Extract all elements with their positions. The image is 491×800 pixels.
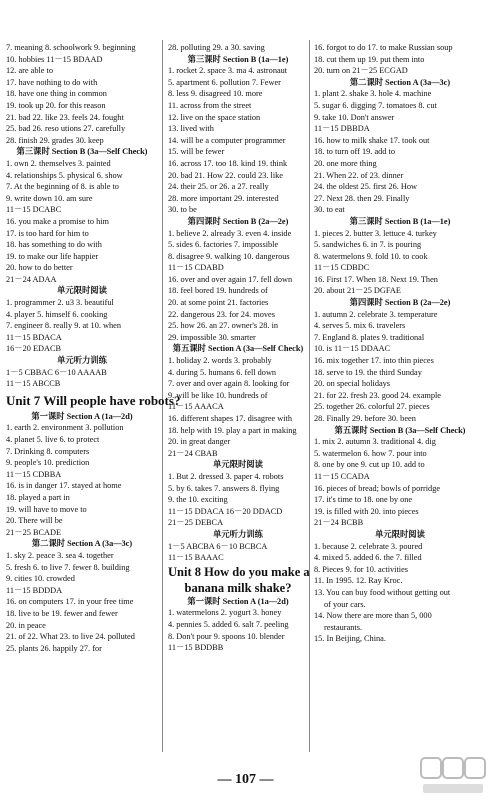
answer-line: 11－15 CDBBA: [6, 469, 62, 479]
section-heading: Unit 8 How do you make a: [168, 564, 310, 579]
answer-line: 16. is in danger 17. stayed at home: [6, 481, 122, 491]
answer-line: 5. sugar 6. digging 7. tomatoes 8. cut: [314, 100, 437, 110]
answer-line: 10. is 11－15 DDAAC: [314, 344, 391, 354]
answer-line: 22. dangerous 23. for 24. moves: [168, 309, 275, 319]
answer-line: 30. to eat: [314, 205, 345, 215]
section-heading: 单元限时阅读: [375, 529, 425, 539]
watermark-logo: [419, 756, 487, 796]
answer-line: 5. sandwiches 6. in 7. is pouring: [314, 240, 422, 250]
answer-line: 20. in great danger: [168, 437, 231, 447]
answer-line: 24. their 25. or 26. a 27. really: [168, 182, 269, 192]
answer-line: 10. hobbies 11－15 BDAAD: [6, 54, 103, 64]
answer-line: 15. In Beijing, China.: [314, 634, 386, 644]
answer-line: 17. have nothing to do with: [6, 77, 98, 87]
answer-line: 11－15 BDACA: [6, 332, 62, 342]
answer-line: 11－15 BDDBB: [168, 643, 224, 653]
answer-line: 21. for 22. fresh 23. good 24. example: [314, 390, 441, 400]
answer-line: 16. mix together 17. into thin pieces: [314, 356, 434, 366]
answer-line: 15. will be fewer: [168, 147, 225, 157]
answer-line: 11－15 CCADA: [314, 471, 370, 481]
answer-line: 21－24 CBAB: [168, 448, 218, 458]
answer-line: 5. watermelon 6. how 7. pour into: [314, 448, 427, 458]
section-heading: 第三课时 Section B (3a—Self Check): [16, 147, 148, 157]
answer-line: 28. finish 29. grades 30. keep: [6, 135, 104, 145]
answer-line: 18. feel bored 19. hundreds of: [168, 286, 268, 296]
answer-line: 11－15 AAACA: [168, 402, 224, 412]
answer-line: 9. the 10. exciting: [168, 495, 228, 505]
answer-line: 16. on computers 17. in your free time: [6, 597, 134, 607]
column-divider-right: [309, 40, 310, 752]
answer-line: 21. bad 22. like 23. feels 24. fought: [6, 112, 124, 122]
answer-line: 19. took up 20. for this reason: [6, 100, 106, 110]
answer-line: 18. played a part in: [6, 492, 70, 502]
section-heading: 第五课时 Section A (3a—Self Check): [172, 344, 304, 354]
answer-line: 16－20 EDACB: [6, 344, 62, 354]
answer-line: 8. Don't pour 9. spoons 10. blender: [168, 631, 285, 641]
answer-line: 9. cities 10. crowded: [6, 574, 75, 584]
answer-line: 16. First 17. When 18. Next 19. Then: [314, 274, 438, 284]
answer-line: 7. engineer 8. really 9. at 10. when: [6, 321, 121, 331]
answer-line: 8. less 9. disagreed 10. more: [168, 89, 263, 99]
answer-line: 1. pieces 2. butter 3. lettuce 4. turkey: [314, 228, 437, 238]
section-heading: 单元限时阅读: [57, 286, 107, 296]
page-number: — 107 —: [217, 772, 274, 787]
answer-line: 20. at some point 21. factories: [168, 298, 269, 308]
answer-line: 17. is too hard for him to: [6, 228, 89, 238]
answer-line: 11－15 BDDDA: [6, 585, 63, 595]
answer-line: 17. it's time to 18. one by one: [314, 495, 413, 505]
answer-line: 7. over and over again 8. looking for: [168, 379, 290, 389]
answer-line: 18. cut them up 19. put them into: [314, 54, 425, 64]
answer-line: 21－25 DEBCA: [168, 518, 224, 528]
answer-line: 4. player 5. himself 6. cooking: [6, 309, 108, 319]
answer-line: 11－15 CDABD: [168, 263, 224, 273]
answer-line: 1－5 CBBAC 6－10 AAAAB: [6, 367, 107, 377]
answer-line: 20. one more thing: [314, 158, 377, 168]
answer-line: 1. But 2. dressed 3. paper 4. robots: [168, 471, 284, 481]
answer-line: 18. serve to 19. the third Sunday: [314, 367, 422, 377]
answer-line: 1. because 2. celebrate 3. poured: [314, 541, 423, 551]
answer-line: 20. about 21－25 DGFAE: [314, 286, 401, 296]
answer-line: 4. relationships 5. physical 6. show: [6, 170, 123, 180]
answer-line: 16. forgot to do 17. to make Russian soup: [314, 43, 453, 52]
answer-line: 20. in peace: [6, 620, 46, 630]
answer-line: 20. on special holidays: [314, 379, 391, 389]
answer-line: 20. bad 21. How 22. could 23. like: [168, 170, 283, 180]
answer-line: 18. to turn off 19. add to: [314, 147, 395, 157]
answer-line: 1. watermelons 2. yogurt 3. honey: [168, 608, 282, 618]
answer-line: 1. mix 2. autumn 3. traditional 4. dig: [314, 437, 436, 447]
section-heading: 第五课时 Section B (3a—Self Check): [334, 425, 466, 435]
answer-line: 19. is filled with 20. into pieces: [314, 506, 419, 516]
answer-line: 7. Drinking 8. computers: [6, 446, 90, 456]
answer-line: 14. will be a computer programmer: [168, 135, 286, 145]
answer-line: 1. autumn 2. celebrate 3. temperature: [314, 309, 438, 319]
answer-line: 21－24 BCBB: [314, 518, 364, 528]
answer-line: 18. live to be 19. fewer and fewer: [6, 608, 118, 618]
section-heading: 单元听力训练: [57, 356, 107, 366]
answer-line: 1. holiday 2. words 3. probably: [168, 356, 272, 366]
answer-line: 16. different shapes 17. disagree with: [168, 414, 293, 423]
answer-line: 25. bad 26. reso utions 27. carefully: [6, 124, 126, 134]
answer-line: 16. you make a promise to him: [6, 216, 110, 226]
answer-line: 12. are able to: [6, 66, 53, 76]
answer-line: 13. You can buy food without getting out: [314, 587, 451, 597]
answer-line: 29. impossible 30. smarter: [168, 332, 256, 342]
answer-line: 9. will be like 10. hundreds of: [168, 390, 268, 400]
answer-line: 18. have one thing in common: [6, 89, 107, 99]
answer-line: 1. sky 2. peace 3. sea 4. together: [6, 550, 114, 560]
section-heading: 第三课时 Section B (1a—1e): [187, 54, 289, 64]
answer-line: 7. At the beginning of 8. is able to: [6, 182, 119, 192]
answer-line: 21－25 BCADE: [6, 527, 62, 537]
answer-line: 20. how to do better: [6, 263, 73, 273]
answer-line: 27. Next 28. then 29. Finally: [314, 193, 410, 203]
answer-line: 9. write down 10. am sure: [6, 193, 93, 203]
answer-line: 25. together 26. colorful 27. pieces: [314, 402, 430, 412]
answer-line: 21. of 22. What 23. to live 24. polluted: [6, 632, 135, 642]
answer-line: 1. rocket 2. space 3. ma 4. astronaut: [168, 66, 288, 76]
answer-line: 7. England 8. plates 9. traditional: [314, 332, 425, 342]
answer-line: 16. across 17. too 18. kind 19. think: [168, 158, 288, 168]
answer-line: 18. help with 19. play a part in making: [168, 425, 297, 435]
answer-line: 1. own 2. themselves 3. painted: [6, 158, 111, 168]
answer-line: 4. pennies 5. added 6. salt 7. peeling: [168, 619, 289, 629]
answer-line: restaurants.: [324, 622, 363, 632]
answer-line: 30. to be: [168, 205, 197, 215]
answer-line: 1－5 ABCBA 6－10 BCBCA: [168, 541, 268, 551]
section-heading: 单元听力训练: [213, 529, 263, 539]
answer-line: 28. more important 29. interested: [168, 193, 279, 203]
answer-line: 7. meaning 8. schoolwork 9. beginning: [6, 43, 136, 52]
answer-line: 1. programmer 2. u3 3. beautiful: [6, 298, 114, 308]
answer-line: 21－24 ADAA: [6, 274, 57, 284]
answer-line: 4. serves 5. mix 6. travelers: [314, 321, 406, 331]
section-heading: 单元限时阅读: [213, 460, 263, 470]
answer-line: 8. watermelons 9. fold 10. to cook: [314, 251, 428, 261]
answer-line: 20. There will be: [6, 516, 63, 526]
section-heading: 第三课时 Section B (1a—1e): [349, 216, 451, 226]
answer-line: 11－15 DDACA 16－20 DDACD: [168, 506, 283, 516]
answer-line: 11－15 DBBDA: [314, 124, 370, 134]
answer-line: 16. pieces of bread; bowls of porridge: [314, 483, 441, 493]
answer-line: 4. planet 5. live 6. to protect: [6, 435, 100, 444]
answer-line: 8. one by one 9. cut up 10. add to: [314, 460, 425, 470]
section-heading: 第二课时 Section A (3a—3c): [31, 539, 133, 549]
answer-line: 4. mixed 5. added 6. the 7. filled: [314, 553, 422, 563]
answer-line: 28. Finally 29. before 30. been: [314, 414, 416, 423]
answer-line: 1. plant 2. shake 3. hole 4. machine: [314, 89, 432, 99]
answer-line: 13. lived with: [168, 124, 214, 134]
answer-line: 14. Now there are more than 5, 000: [314, 611, 432, 621]
section-heading: Unit 7 Will people have robots?: [6, 392, 181, 408]
answer-line: 18. has something to do with: [6, 240, 102, 250]
answer-column-3: [314, 42, 486, 645]
answer-line: 19. will have to move to: [6, 504, 87, 514]
section-heading: 第四课时 Section B (2a—2e): [349, 298, 451, 308]
answer-line: 16. how to milk shake 17. took out: [314, 135, 430, 145]
answer-line: 11－15 ABCCB: [6, 379, 61, 389]
section-heading: 第四课时 Section B (2a—2e): [187, 216, 289, 226]
answer-line: 28. polluting 29. a 30. saving: [168, 43, 265, 52]
section-heading: 第一课时 Section A (1a—2d): [31, 411, 133, 421]
answer-line: 1. believe 2. already 3. even 4. inside: [168, 228, 292, 238]
answer-line: 1. earth 2. environment 3. pollution: [6, 423, 124, 433]
answer-line: 8. disagree 9. walking 10. dangerous: [168, 251, 290, 261]
answer-line: 16. over and over again 17. fell down: [168, 274, 293, 284]
answer-line: 24. the oldest 25. first 26. How: [314, 182, 418, 192]
section-heading: 第一课时 Section A (1a—2d): [187, 596, 289, 606]
answer-line: of your cars.: [324, 599, 366, 609]
answer-line: 11. In 1995. 12. Ray Kroc.: [314, 576, 403, 586]
answer-line: 20. turn on 21－25 ECGAD: [314, 66, 408, 76]
answer-line: 11－15 CDBDC: [314, 263, 370, 273]
answer-line: 8. Pieces 9. for 10. activities: [314, 564, 409, 574]
answer-column-2: [168, 42, 308, 654]
answer-line: 11－15 BAAAC: [168, 553, 224, 563]
answer-line: 25. plants 26. happily 27. for: [6, 643, 102, 653]
answer-line: 5. by 6. takes 7. answers 8. flying: [168, 483, 280, 493]
answer-line: 9. people's 10. prediction: [6, 458, 90, 468]
answer-line: 12. live on the space station: [168, 112, 261, 122]
section-heading: banana milk shake?: [184, 580, 292, 595]
answer-line: 25. how 26. an 27. owner's 28. in: [168, 321, 279, 331]
answer-line: 9. take 10. Don't answer: [314, 112, 395, 122]
answer-line: 5. sides 6. factories 7. impossible: [168, 240, 279, 250]
answer-line: 11－15 DCABC: [6, 205, 62, 215]
answer-line: 19. to make our life happier: [6, 251, 99, 261]
answer-column-1: [6, 42, 181, 654]
answer-line: 21. When 22. of 23. dinner: [314, 170, 404, 180]
answer-line: 5. apartment 6. pollution 7. Fewer: [168, 77, 281, 87]
answer-line: 4. during 5. humans 6. fell down: [168, 367, 277, 377]
answer-line: 5. fresh 6. to live 7. fewer 8. building: [6, 562, 130, 572]
answer-line: 11. across from the street: [168, 100, 252, 110]
section-heading: 第二课时 Section A (3a—3c): [349, 77, 451, 87]
